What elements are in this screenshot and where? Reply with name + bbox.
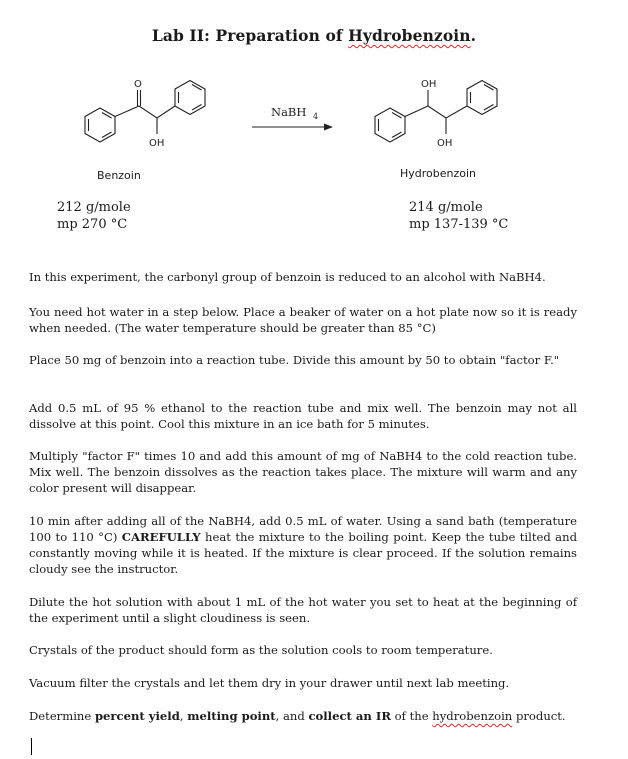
percent-yield-emphasis: percent yield bbox=[94, 709, 180, 723]
title-suffix: . bbox=[470, 26, 477, 45]
benzoin-mass: 212 g/mole bbox=[57, 200, 131, 215]
paragraph-dilute: Dilute the hot solution with about 1 mL of the hot water you set to heat at the beginning of the experiment until a slight cloudiness is seen. bbox=[29, 595, 577, 625]
collect-ir-emphasis: collect an IR bbox=[308, 709, 391, 723]
paragraph-ethanol: Add 0.5 mL of 95 % ethanol to the reaction tube and mix well. The benzoin may not all dissolve at this point. Cool this mixture in an ice bath for 5 minutes. bbox=[29, 401, 577, 431]
paragraph-determine: Determine percent yield, melting point, and collect an IR of the hydrobenzoin product. bbox=[29, 709, 566, 723]
hydrobenzoin-right-ring bbox=[467, 81, 497, 115]
title-spellcheck-word: Hydrobenzoin bbox=[348, 26, 471, 45]
reaction-scheme bbox=[0, 60, 628, 180]
paragraph-vacuum-filter: Vacuum filter the crystals and let them dry in your drawer until next lab meeting. bbox=[29, 676, 510, 690]
hydrobenzoin-name: Hydrobenzoin bbox=[400, 167, 477, 180]
reagent-label: NaBH bbox=[271, 105, 307, 119]
benzoin-oh-label: OH bbox=[149, 138, 165, 149]
paragraph-nabh4: Multiply "factor F" times 10 and add this amount of mg of NaBH4 to the cold reaction tube. Mix well. The benzoin dissolves as the reaction takes place. The mixture will warm and any color present will disappear. bbox=[29, 449, 577, 495]
hydrobenzoin-properties bbox=[409, 199, 508, 233]
benzoin-right-ring bbox=[175, 81, 205, 115]
benzoin-mp: mp 270 °C bbox=[57, 217, 128, 232]
reagent-subscript: 4 bbox=[313, 112, 319, 121]
benzoin-chain bbox=[115, 106, 175, 118]
hydrobenzoin-chain bbox=[405, 106, 467, 118]
hydrobenzoin-mass: 214 g/mole bbox=[409, 200, 483, 215]
hydrobenzoin-oh-top-label: OH bbox=[421, 79, 437, 90]
hydrobenzoin-oh-bottom-label: OH bbox=[437, 138, 453, 149]
carefully-emphasis: CAREFULLY bbox=[121, 530, 201, 544]
benzoin-properties bbox=[57, 199, 131, 233]
page-title bbox=[0, 26, 628, 45]
hydrobenzoin-left-ring bbox=[375, 108, 405, 142]
reaction-arrow-head bbox=[324, 124, 333, 131]
paragraph-water-heat: 10 min after adding all of the NaBH4, add 0.5 mL of water. Using a sand bath (temperature 100 to 110 °C) CAREFULLY heat the mixture to the boiling point. Keep the tube tilted and constantly moving while it is heated. If the mixture is clear proceed. If the solution remains cloudy see the instructor. bbox=[29, 514, 577, 576]
hydrobenzoin-mp: mp 137-139 °C bbox=[409, 217, 509, 232]
paragraph-intro: In this experiment, the carbonyl group of benzoin is reduced to an alcohol with NaBH4. bbox=[29, 270, 546, 284]
text-cursor[interactable] bbox=[31, 738, 32, 755]
paragraph-factor-f: Place 50 mg of benzoin into a reaction tube. Divide this amount by 50 to obtain "factor F." bbox=[29, 353, 560, 367]
paragraph-crystals: Crystals of the product should form as the solution cools to room temperature. bbox=[29, 643, 493, 657]
title-prefix: Lab II: Preparation of bbox=[151, 26, 349, 45]
benzoin-left-ring bbox=[85, 108, 115, 142]
melting-point-emphasis: melting point bbox=[187, 709, 276, 723]
paragraph-hot-water: You need hot water in a step below. Place a beaker of water on a hot plate now so it is ready when needed. (The water temperature should be greater than 85 °C) bbox=[29, 305, 577, 335]
hydrobenzoin-spellcheck-word: hydrobenzoin bbox=[432, 709, 513, 723]
benzoin-oxygen-label: O bbox=[134, 79, 142, 90]
benzoin-name: Benzoin bbox=[97, 169, 141, 182]
